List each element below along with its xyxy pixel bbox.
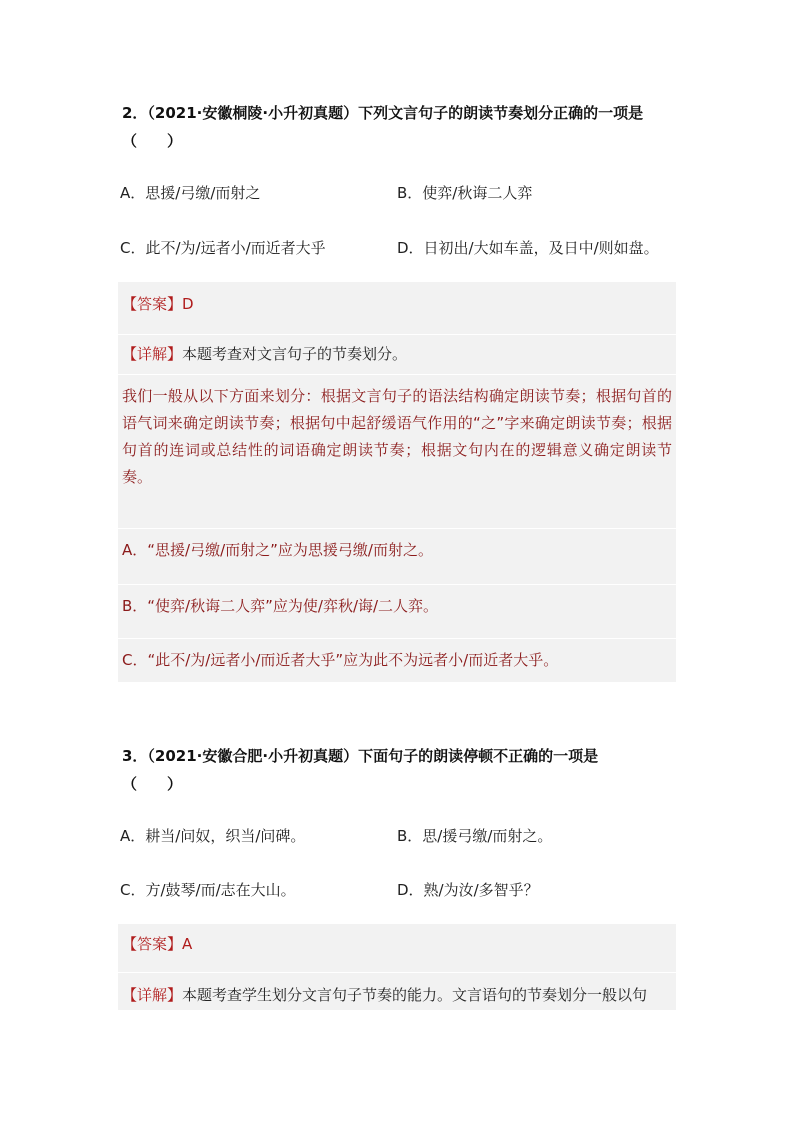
q3-option-b: B．思/援弓缴/而射之。 xyxy=(397,827,553,845)
q2-title-line2: （ ） xyxy=(122,132,183,150)
q2-title-line1: 2．（2021·安徽桐陵·小升初真题）下列文言句子的朗读节奏划分正确的一项是 xyxy=(122,104,644,122)
detail-text: 本题考查学生划分文言句子节奏的能力。文言语句的节奏划分一般以句 xyxy=(182,986,648,1004)
detail-tag: 【详解】 xyxy=(122,345,183,363)
q2-explain-c: C．“此不/为/远者小/而近者大乎”应为此不为远者小/而近者大乎。 xyxy=(122,651,559,669)
divider xyxy=(118,334,676,335)
q3-option-a: A．耕当/问奴，织当/问碑。 xyxy=(120,827,306,845)
q3-title-line1: 3．（2021·安徽合肥·小升初真题）下面句子的朗读停顿不正确的一项是 xyxy=(122,747,599,765)
divider xyxy=(118,374,676,375)
q3-answer-block xyxy=(118,924,676,1010)
answer-value: A xyxy=(182,935,193,953)
q3-answer xyxy=(122,934,672,954)
q3-title-line2: （ ） xyxy=(122,775,183,793)
q2-explain-a: A．“思援/弓缴/而射之”应为思援弓缴/而射之。 xyxy=(122,541,433,559)
q2-answer-block xyxy=(118,282,676,682)
q2-explanation-paragraph: 我们一般从以下方面来划分：根据文言句子的语法结构确定朗读节奏；根据句首的语气词来确定朗读节奏；根据句中起舒缓语气作用的“之”字来确定朗读节奏；根据句首的连词或总结性的词语确定朗读节奏；根据文句内在的逻辑意义确定朗读节奏。 xyxy=(122,387,672,486)
q2-title xyxy=(122,99,682,155)
q3-option-c: C．方/鼓琴/而/志在大山。 xyxy=(120,881,296,899)
q3-detail xyxy=(122,985,672,1005)
divider xyxy=(118,638,676,639)
divider xyxy=(118,528,676,529)
divider xyxy=(118,584,676,585)
q2-option-a: A．思援/弓缴/而射之 xyxy=(120,184,261,202)
answer-tag: 【答案】 xyxy=(122,935,183,953)
q2-option-b: B．使弈/秋诲二人弈 xyxy=(397,184,533,202)
divider xyxy=(118,972,676,973)
detail-text: 本题考查对文言句子的节奏划分。 xyxy=(182,345,408,363)
detail-tag: 【详解】 xyxy=(122,986,183,1004)
answer-tag: 【答案】 xyxy=(122,295,183,313)
q2-explain-b: B．“使弈/秋诲二人弈”应为使/弈秋/诲/二人弈。 xyxy=(122,597,439,615)
q2-answer xyxy=(122,294,672,314)
q2-detail xyxy=(122,344,672,364)
q2-option-c: C．此不/为/远者小/而近者大乎 xyxy=(120,239,326,257)
answer-value: D xyxy=(182,295,194,313)
q3-title xyxy=(122,742,682,798)
q2-option-d: D．日初出/大如车盖，及日中/则如盘。 xyxy=(397,239,659,257)
q3-option-d: D．熟/为汝/多智乎？ xyxy=(397,881,539,899)
